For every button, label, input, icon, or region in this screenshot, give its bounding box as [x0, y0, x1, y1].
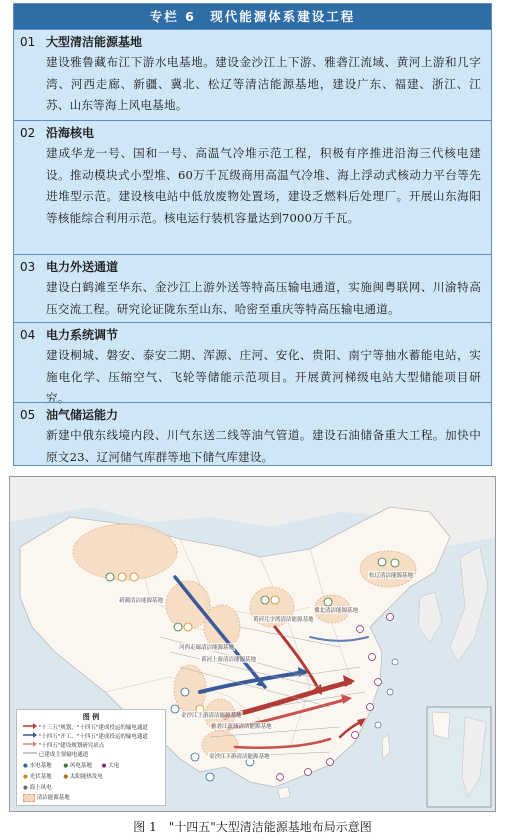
program-box — [13, 3, 492, 466]
section-body: 建成华龙一号、国和一号、高温气冷堆示范工程，积极有序推进沿海三代核电建设。推动模块式小型堆、60万千瓦级商用高温气冷堆、海上浮动式核动力平台等先进堆型示范。建设核电站中低放废物处置场，建设乏燃料后处理厂。开展山东海阳等核能综合利用示范。核电运行装机容量达到7000万千瓦。 — [46, 146, 481, 225]
section-1 — [14, 29, 491, 121]
south-sea-inset — [427, 707, 491, 807]
base-label: 金沙江上游清洁能源基地 — [181, 713, 242, 719]
legend-item: 风电基地 — [69, 763, 92, 769]
hydro-icon: ● — [23, 763, 28, 769]
legend-item: "十四五"开工、"十四五"建成投运的输电通道 — [38, 734, 148, 740]
panel-title: 专栏 6 现代能源体系建设工程 — [14, 4, 491, 29]
section-body: 建设白鹤滩至华东、金沙江上游外送等特高压输电通道，实施闽粤联网、川渝特高压交流工程。研究论证陇东至山东、哈密至重庆等特高压输电通道。 — [46, 280, 481, 316]
section-title: 油气储运能力 — [46, 408, 119, 422]
base-label: 冀北清洁能源基地 — [314, 608, 359, 614]
section-number: 04 — [20, 328, 36, 342]
pink-arrow-icon — [23, 741, 37, 747]
solar-icon: ● — [23, 774, 28, 780]
section-5 — [14, 402, 491, 467]
legend-item: "十四五"建设规划研究站点 — [38, 743, 105, 749]
base-hexi — [166, 581, 210, 629]
section-number: 05 — [20, 408, 36, 422]
base-label: 松辽清洁能源基地 — [369, 573, 414, 579]
offshore-wind-icon: ● — [23, 785, 28, 791]
section-body: 建设桐城、磐安、泰安二期、浑源、庄河、安化、贵阳、南宁等抽水蓄能电站，实施电化学、压缩空气、飞轮等储能示范项目。开展黄河梯级电站大型储能项目研究。 — [46, 348, 481, 406]
legend-item: 大电 — [108, 763, 120, 769]
figure-caption: 图 1 "十四五"大型清洁能源基地布局示意图 — [133, 820, 372, 834]
section-body: 新建中俄东线境内段、川气东送二线等油气管道。建设石油储备重大工程。加快中原文23、辽河储气库群等地下储气库建设。 — [46, 428, 481, 464]
section-title: 电力外送通道 — [46, 260, 119, 274]
legend-item: 清洁能源基地 — [36, 795, 70, 801]
base-songliao — [360, 551, 416, 587]
legend-item: 太阳能热发电 — [69, 774, 103, 780]
section-body: 建设雅鲁藏布江下游水电基地。建设金沙江上下游、雅砻江流域、黄河上游和几字湾、河西走廊、新疆、冀北、松辽等清洁能源基地，建设广东、福建、浙江、江苏、山东等海上风电基地。 — [46, 55, 481, 113]
base-xinjiang — [73, 524, 177, 580]
section-number: 02 — [20, 126, 36, 140]
legend-item: 水电基地 — [29, 763, 52, 769]
section-2 — [14, 120, 491, 255]
base-label: 新疆清洁能源基地 — [119, 598, 164, 604]
base-label: 河西走廊清洁能源基地 — [179, 645, 235, 651]
legend-item: 已建成主要输电通道 — [38, 752, 89, 758]
section-4 — [14, 322, 491, 406]
legend-item: "十三五"规划、"十四五"建成投运的输电通道 — [38, 725, 148, 731]
legend-title: 图 例 — [82, 713, 100, 721]
section-title: 电力系统调节 — [46, 328, 119, 342]
grey-line-icon — [23, 750, 37, 756]
map-legend — [16, 709, 166, 806]
base-label: 黄河几字湾清洁能源基地 — [253, 617, 314, 623]
blue-arrow-icon — [23, 732, 37, 738]
wind-icon: ● — [63, 763, 69, 769]
solar-thermal-icon: ● — [63, 774, 69, 780]
section-number: 03 — [20, 260, 36, 274]
legend-item: 光伏基地 — [29, 774, 52, 780]
red-arrow-icon — [23, 723, 37, 729]
section-3 — [14, 254, 491, 323]
base-label: 雅砻江流域清洁能源基地 — [211, 724, 272, 730]
legend-item: 海上风电 — [29, 785, 52, 791]
section-title: 沿海核电 — [46, 126, 95, 140]
section-number: 01 — [20, 35, 36, 49]
section-title: 大型清洁能源基地 — [46, 35, 143, 49]
base-area-icon — [23, 794, 35, 802]
nuclear-icon: ● — [101, 763, 107, 769]
base-label: 黄河上游清洁能源基地 — [201, 657, 257, 663]
base-label: 金沙江下游清洁能源基地 — [209, 754, 270, 760]
energy-base-map — [9, 476, 496, 812]
